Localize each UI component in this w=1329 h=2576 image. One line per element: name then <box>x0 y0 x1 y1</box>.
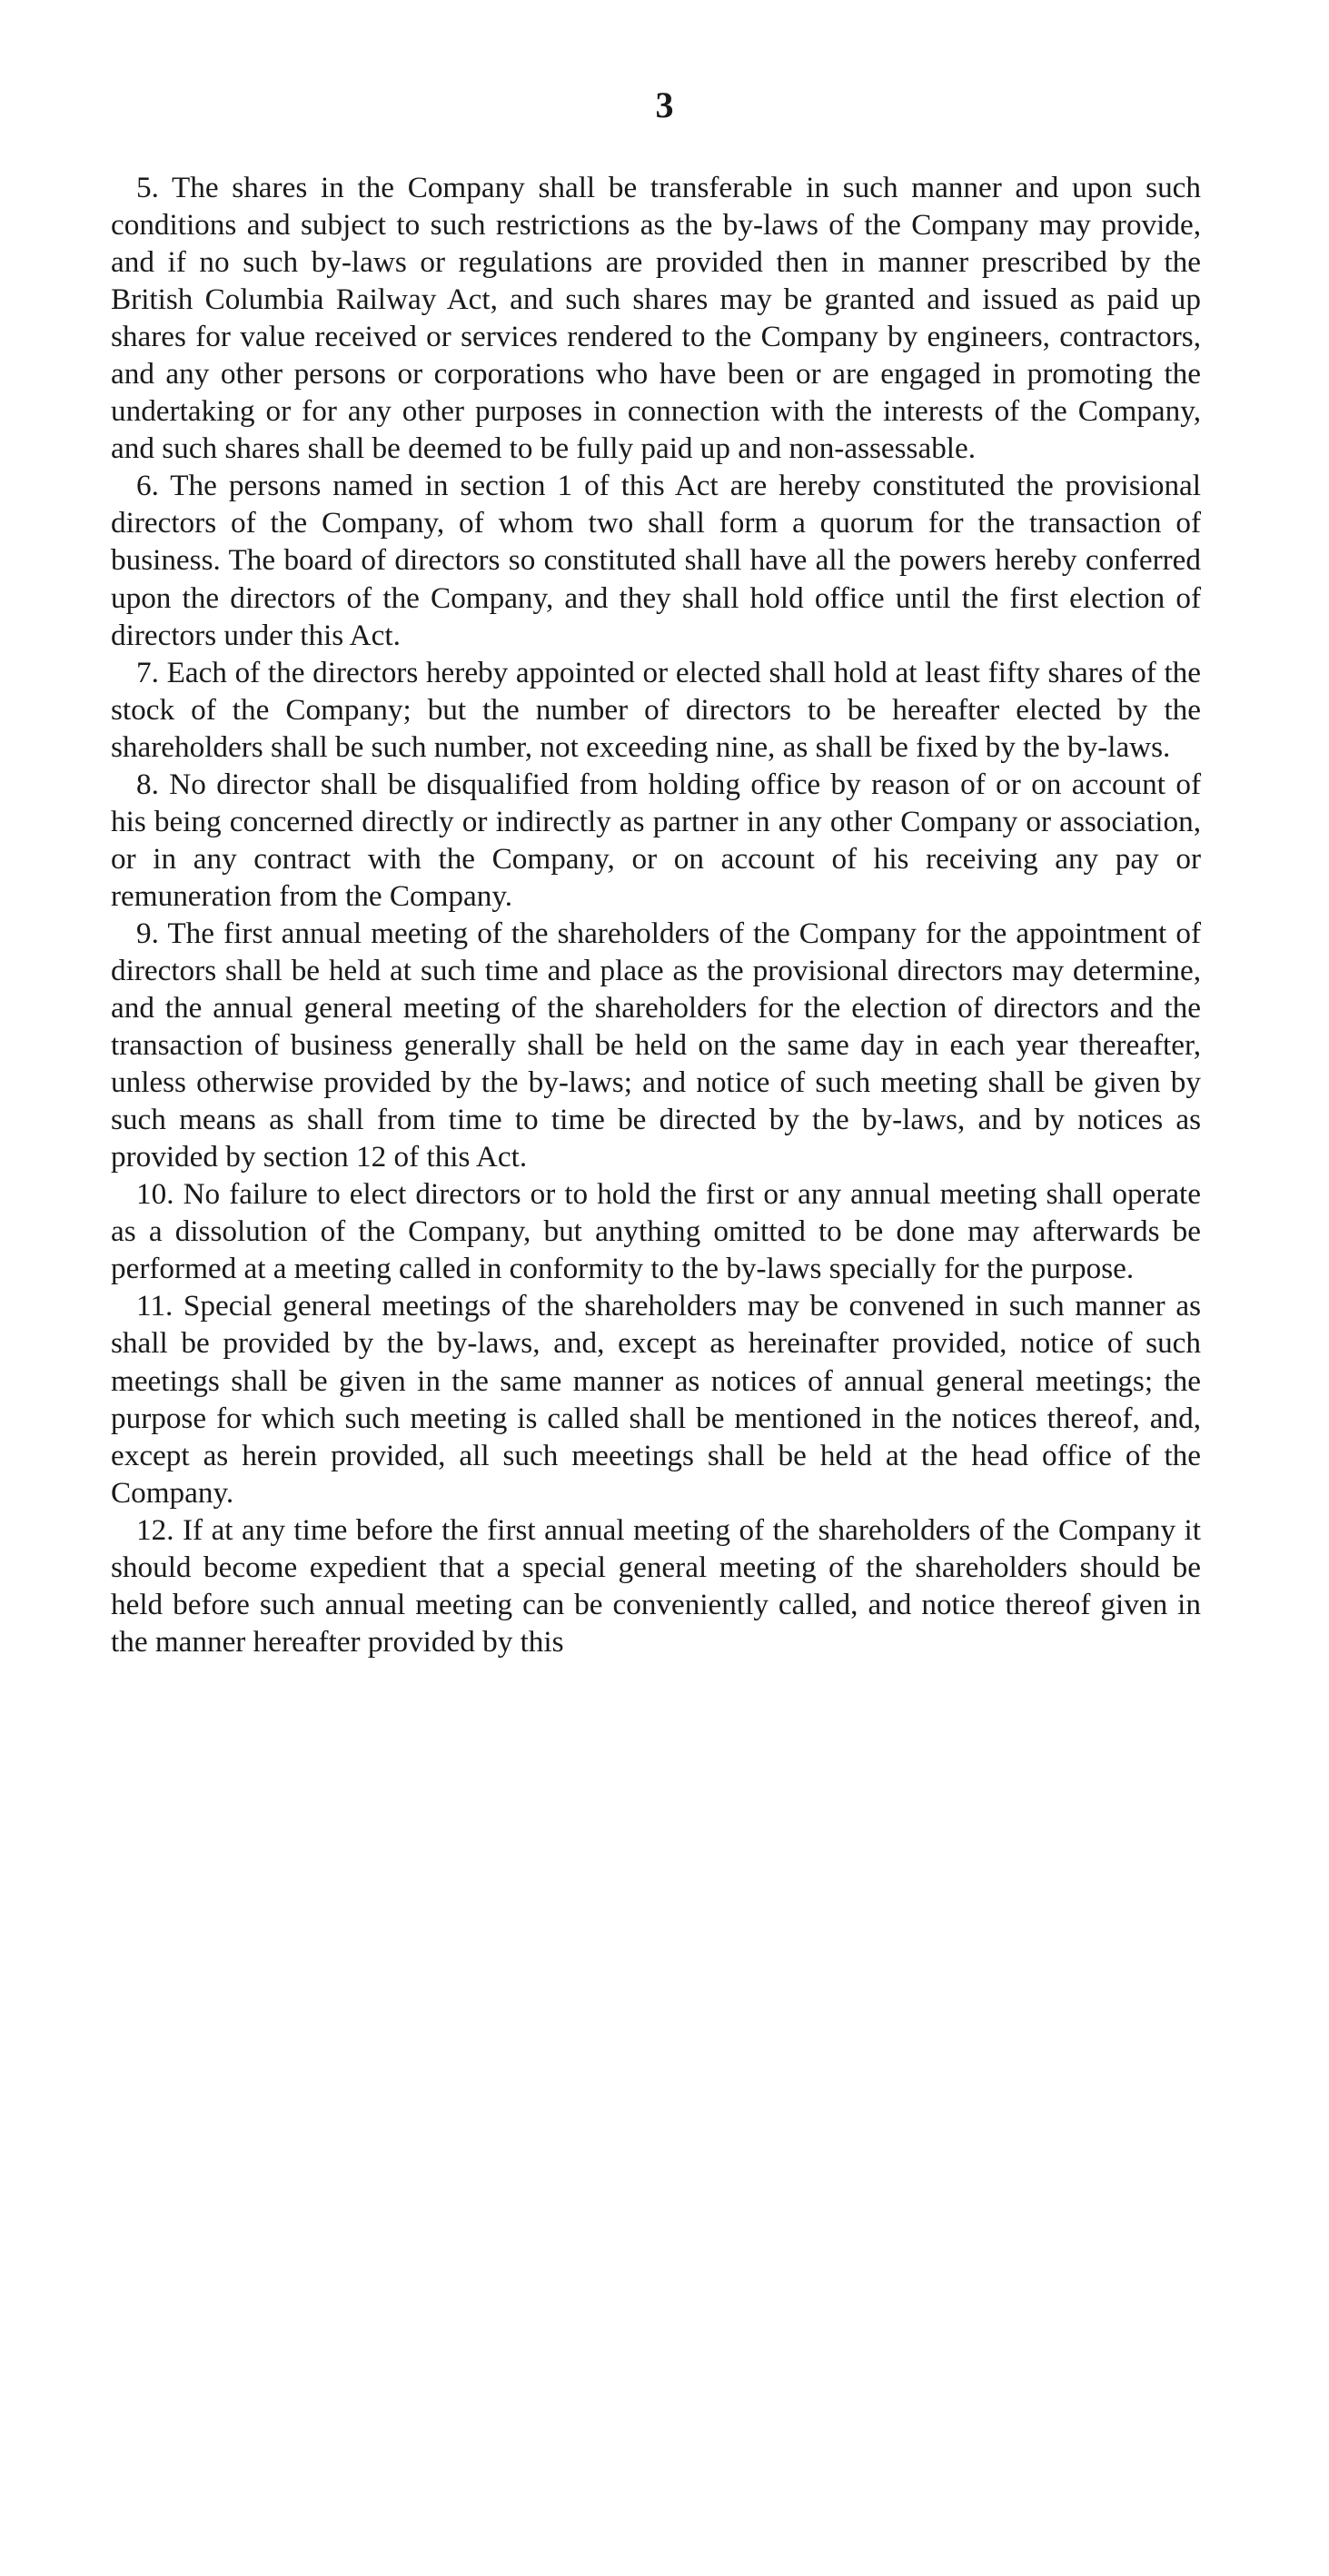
section-text: No director shall be disqualified from holding office by reason of or on account of his being concerned directly or indirectly as partner in any other Company or association, or in any contract with the Company, or on account of his receiving any pay or remuneration from the Company. <box>111 767 1201 913</box>
page-number: 3 <box>655 84 674 125</box>
section-text: The persons named in section 1 of this Act are hereby constituted the provisional directors of the Company, of whom two shall form a quorum for the transaction of business. The board of directors so constituted shall have all the powers hereby conferred upon the directors of the Company, and they shall hold office until the first election of directors under this Act. <box>111 469 1201 652</box>
section-12 <box>111 1511 1201 1660</box>
section-number: 6. <box>136 469 159 503</box>
section-5 <box>111 169 1201 467</box>
section-8 <box>111 766 1201 915</box>
section-10 <box>111 1175 1201 1287</box>
section-9 <box>111 915 1201 1175</box>
section-text: If at any time before the first annual meeting of the shareholders of the Company it should become expedient that a special general meeting of the shareholders should be held before such annual meeting can be conveniently called, and notice thereof given in the manner hereafter provided by this <box>111 1512 1201 1659</box>
section-text: Each of the directors hereby appointed or elected shall hold at least fifty shares of the stock of the Company; but the number of directors to be hereafter elected by the shareholders shall be such number, not exceeding nine, as shall be fixed by the by-laws. <box>111 655 1201 764</box>
body-text <box>111 169 1201 1660</box>
section-number: 11. <box>136 1289 174 1323</box>
section-text: The first annual meeting of the shareholders of the Company for the appointment of directors shall be held at such time and place as the provisional directors may determine, and the annual general meeting of the shareholders for the election of directors and the transaction of business generally shall be held on the same day in each year thereafter, unless otherwise provided by the by-laws; and notice of such meeting shall be given by such means as shall from time to time be directed by the by-laws, and by notices as provided by section 12 of this Act. <box>111 916 1201 1174</box>
section-6 <box>111 467 1201 653</box>
section-text: No failure to elect directors or to hold the first or any annual meeting shall operate as a dissolution of the Company, but anything omitted to be done may afterwards be performed at a meeting called in conformity to the by-laws specially for the purpose. <box>111 1177 1201 1286</box>
section-number: 7. <box>136 655 159 689</box>
section-number: 5. <box>136 171 159 204</box>
section-11 <box>111 1287 1201 1511</box>
section-text: The shares in the Company shall be transferable in such manner and upon such conditions and subject to such restrictions as the by-laws of the Company may provide, and if no such by-laws or regulations are provided then in manner prescribed by the British Columbia Railway Act, and such shares may be granted and issued as paid up shares for value received or services rendered to the Company by engineers, contractors, and any other persons or corporations who have been or are engaged in promoting the undertaking or for any other purposes in connection with the interests of the Company, and such shares shall be deemed to be fully paid up and non-assessable. <box>111 171 1201 466</box>
section-number: 8. <box>136 767 159 801</box>
section-number: 9. <box>136 916 159 950</box>
section-7 <box>111 654 1201 766</box>
section-text: Special general meetings of the shareholders may be convened in such manner as shall be provided by the by-laws, and, except as hereinafter provided, notice of such meetings shall be given in the same manner as notices of annual general meetings; the purpose for which such meeting is called shall be mentioned in the notices thereof, and, except as herein provided, all such meeetings shall be held at the head office of the Company. <box>111 1289 1201 1510</box>
section-number: 12. <box>136 1512 174 1547</box>
section-number: 10. <box>136 1177 174 1212</box>
